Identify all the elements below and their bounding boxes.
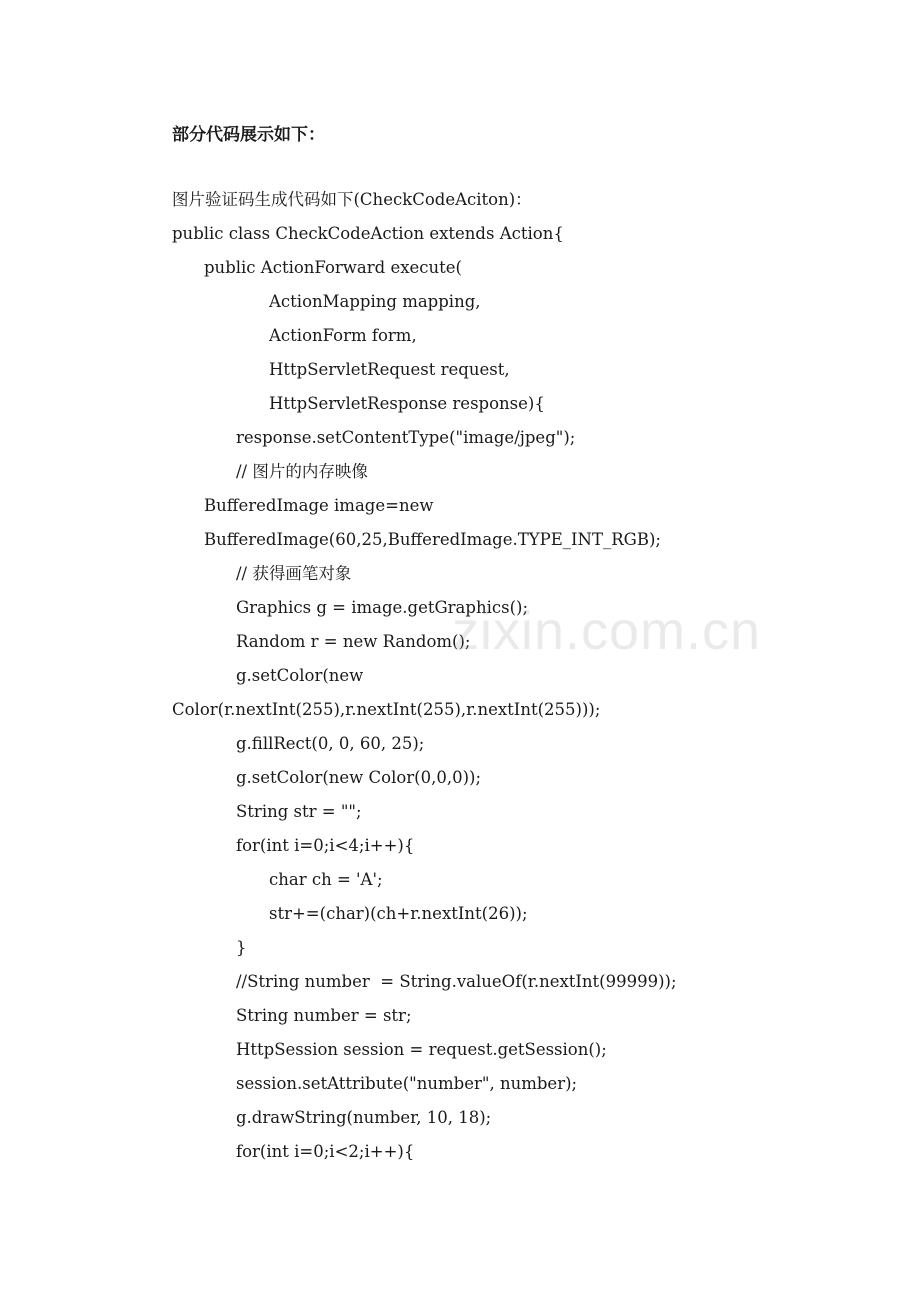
code-line: for(int i=0;i<2;i++){ (236, 1142, 415, 1161)
code-line: BufferedImage(60,25,BufferedImage.TYPE_INT_RGB); (204, 530, 661, 549)
code-listing (172, 186, 892, 1172)
code-line: char ch = 'A'; (269, 870, 383, 889)
code-line: str+=(char)(ch+r.nextInt(26)); (269, 904, 528, 923)
watermark: zixin.com.cn (452, 601, 762, 661)
code-comment: // 获得画笔对象 (236, 564, 352, 583)
code-line: g.fillRect(0, 0, 60, 25); (236, 734, 425, 753)
code-comment: // 图片的内存映像 (236, 462, 368, 481)
code-line: ActionMapping mapping, (269, 292, 481, 311)
code-line: session.setAttribute("number", number); (236, 1074, 578, 1093)
code-line: HttpSession session = request.getSession(); (236, 1040, 607, 1059)
code-line: response.setContentType("image/jpeg"); (236, 428, 576, 447)
code-line: g.setColor(new Color(0,0,0)); (236, 768, 482, 787)
code-line: 图片验证码生成代码如下(CheckCodeAciton)： (172, 190, 532, 209)
code-line: ActionForm form, (269, 326, 417, 345)
section-heading: 部分代码展示如下： (172, 125, 325, 145)
code-line: BufferedImage image=new (204, 496, 434, 515)
code-line: String number = str; (236, 1006, 412, 1025)
code-comment: //String number = String.valueOf(r.nextInt(99999)); (236, 972, 677, 991)
code-line: for(int i=0;i<4;i++){ (236, 836, 415, 855)
code-line: Graphics g = image.getGraphics(); (236, 598, 529, 617)
code-line: g.setColor(new (236, 666, 364, 685)
code-line: Random r = new Random(); (236, 632, 471, 651)
code-line: } (236, 938, 247, 957)
code-line: public ActionForward execute( (204, 258, 462, 277)
code-line: g.drawString(number, 10, 18); (236, 1108, 492, 1127)
code-line: HttpServletRequest request, (269, 360, 510, 379)
code-line: Color(r.nextInt(255),r.nextInt(255),r.nextInt(255))); (172, 700, 601, 719)
code-line: HttpServletResponse response){ (269, 394, 545, 413)
code-line: String str = ""; (236, 802, 362, 821)
code-line: public class CheckCodeAction extends Action{ (172, 224, 564, 243)
